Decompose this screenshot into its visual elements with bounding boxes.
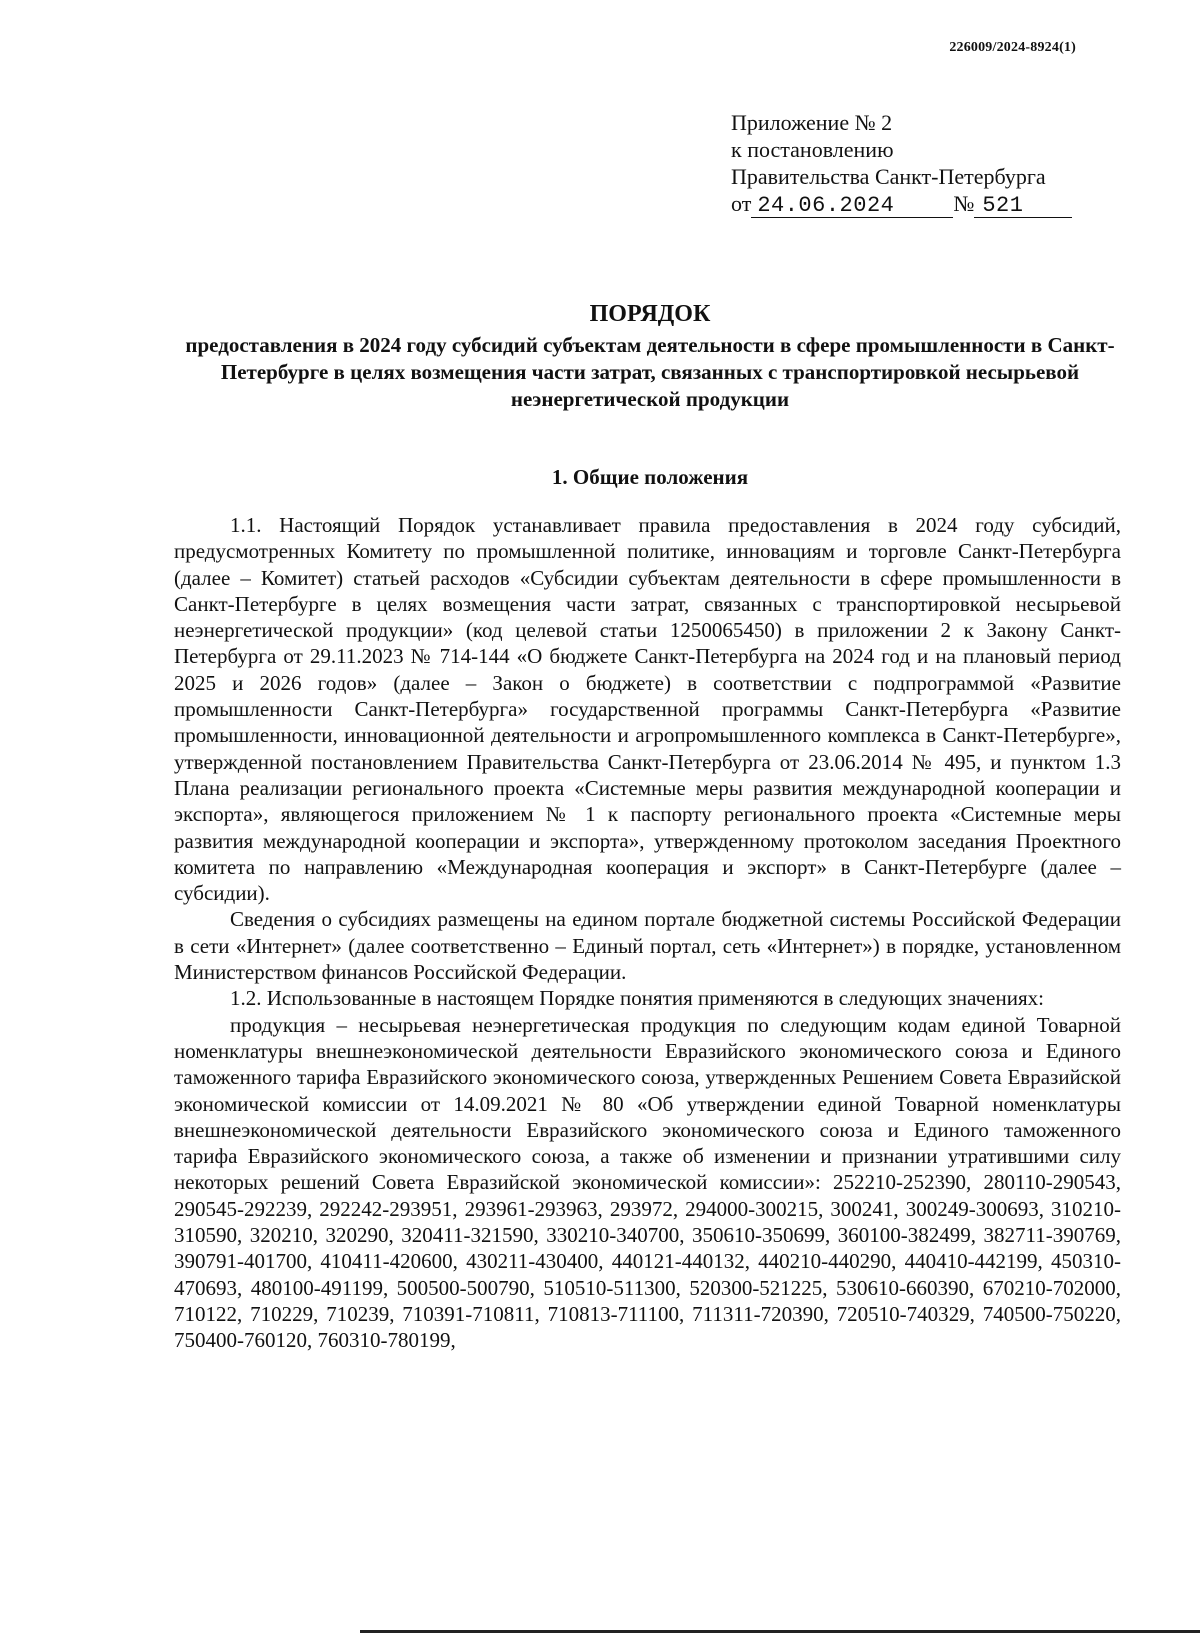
- paragraph-subsidy-info: Сведения о субсидиях размещены на едином портале бюджетной системы Российской Федерации в сети «Интернет» (далее соответственно – Единый портал, сеть «Интернет») в порядке, установленном Министерством финансов Российской Федерации.: [174, 907, 1121, 985]
- appendix-line-2: к постановлению: [731, 137, 894, 162]
- appendix-block: [731, 109, 1081, 218]
- page-bottom-rule: [360, 1630, 1200, 1633]
- paragraph-1-1: 1.1. Настоящий Порядок устанавливает правила предоставления в 2024 году субсидий, предусмотренных Комитету по промышленной политике, инновациям и торговле Санкт-Петербурга (далее – Комитет) статьей расходов «Субсидии субъектам деятельности в сфере промышленности в Санкт-Петербурге в целях возмещения части затрат, связанных с транспортировкой несырьевой неэнергетической продукции» (код целевой статьи 1250065450) в приложении 2 к Закону Санкт-Петербурга от 29.11.2023 № 714-144 «О бюджете Санкт-Петербурга на 2024 год и на плановый период 2025 и 2026 годов» (далее – Закон о бюджете) в соответствии с подпрограммой «Развитие промышленности Санкт-Петербурга» государственной программы Санкт-Петербурга «Развитие промышленности, инновационной деятельности и агропромышленного комплекса в Санкт-Петербурге», утвержденной постановлением Правительства Санкт-Петербурга от 23.06.2014 № 495, и пунктом 1.3 Плана реализации регионального проекта «Системные меры развития международной кооперации и экспорта», являющегося приложением № 1 к паспорту регионального проекта «Системные меры развития международной кооперации и экспорта», утвержденному протоколом заседания Проектного комитета по направлению «Международная кооперация и экспорт» в Санкт-Петербурге (далее – субсидии).: [174, 513, 1121, 906]
- appendix-date-line: [731, 190, 1081, 218]
- paragraph-product-definition: продукция – несырьевая неэнергетическая продукция по следующим кодам единой Товарной номенклатуры внешнеэкономической деятельности Евразийского экономического союза и Единого таможенного тарифа Евразийского экономического союза, утвержденных Решением Совета Евразийской экономической комиссии от 14.09.2021 № 80 «Об утверждении единой Товарной номенклатуры внешнеэкономической деятельности Евразийского экономического союза и Единого таможенного тарифа Евразийского экономического союза, а также об изменении и признании утратившими силу некоторых решений Совета Евразийской экономической комиссии»: 252210-252390, 280110-290543, 290545-292239, 292242-293951, 293961-293963, 293972, 294000-300215, 300241, 300249-300693, 310210-310590, 320210, 320290, 320411-321590, 330210-340700, 350610-350699, 360100-382499, 382711-390769, 390791-401700, 410411-420600, 430211-430400, 440121-440132, 440210-440290, 440410-442199, 450310-470693, 480100-491199, 500500-500790, 510510-511300, 520300-521225, 530610-660390, 670210-702000, 710122, 710229, 710239, 710391-710811, 710813-711100, 711311-720390, 720510-740329, 740500-750220, 750400-760120, 760310-780199,: [174, 1012, 1121, 1353]
- document-body: [174, 512, 1121, 1354]
- section-heading: 1. Общие положения: [551, 465, 749, 489]
- date-prefix: от: [731, 191, 752, 216]
- number-prefix: №: [953, 191, 975, 216]
- appendix-line-3: Правительства Санкт-Петербурга: [731, 164, 1046, 189]
- appendix-line-1: Приложение № 2: [731, 110, 893, 135]
- document-title-block: [180, 300, 1120, 413]
- document-title: ПОРЯДОК: [589, 301, 711, 327]
- decree-number: 521: [974, 195, 1072, 218]
- document-registration-number: 226009/2024-8924(1): [949, 40, 1076, 55]
- document-subtitle: предоставления в 2024 году субсидий субъектам деятельности в сфере промышленности в Санкт-Петербурге в целях возмещения части затрат, связанных с транспортировкой несырьевой неэнергетической продукции: [185, 333, 1115, 411]
- decree-date: 24.06.2024: [751, 195, 953, 218]
- paragraph-1-2: 1.2. Использованные в настоящем Порядке понятия применяются в следующих значениях:: [230, 986, 1044, 1011]
